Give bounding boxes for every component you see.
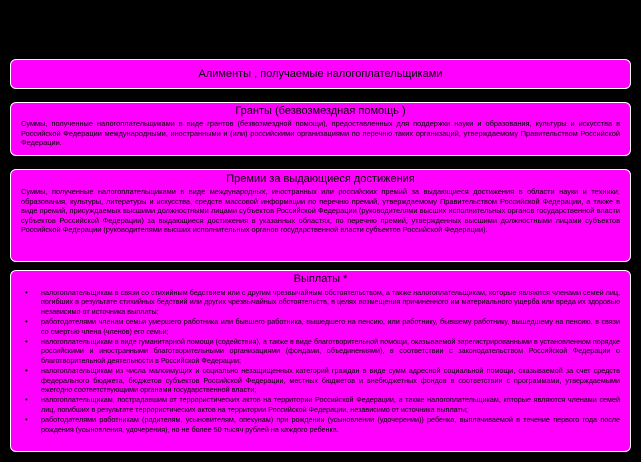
payment-text: налогоплательщикам в виде гуманитарной помощи (содействия), а также в виде благотворительной помощи, оказываемой зарегистрированными в установленном порядке российскими и иностранными благотворительными организациями (фондами, объединениями), в соответствии с законодательством Российской Федерации о благотворительной деятельности в Российской Федерации; bbox=[41, 337, 620, 365]
grants-text: Суммы, полученные налогоплательщиками в виде грантов (безвозмездной помощи), предоставленных для поддержки науки и образования, культуры и искусства в Российской Федерации международными, иностранными и (или) российскими организациями по перечню таких организаций, утверждаемому Правительством Российской Федерации. bbox=[21, 119, 620, 148]
payment-text: налогоплательщикам, пострадавшим от террористических актов на территории Российской Федерации, а также налогоплательщикам, которые являются членами семей лиц, погибших в результате террористических актов на территории Российской Федерации, независимо от источника выплаты; bbox=[41, 395, 620, 414]
payment-text: налогоплательщикам из числа малоимущих и социально незащищенных категорий граждан в виде сумм адресной социальной помощи, оказываемой за счет средств федерального бюджета, бюджетов субъектов Российской Федерации, местных бюджетов и внебюджетных фондов в соответствии с программами, утверждаемыми ежегодно соответствующими органами государственной власти; bbox=[41, 366, 620, 395]
prizes-box bbox=[10, 169, 631, 262]
bullet-icon: • bbox=[25, 337, 28, 347]
payment-text: работодателями членам семьи умершего работника или бывшего работника, вышедшего на пенсию, или работнику, бывшему работнику, вышедшему на пенсию, в связи со смертью члена (членов) его семьи; bbox=[41, 317, 620, 336]
prizes-title: Премии за выдающиеся достижения bbox=[226, 173, 415, 185]
list-item bbox=[25, 366, 620, 395]
prizes-text: Суммы, полученные налогоплательщиками в виде международных, иностранных или российских премий за выдающиеся достижения в области науки и техники, образования, культуры, литературы и искусства, средств массовой информации по перечню премий, утверждаемому Правительством Российской Федерации, а также в виде премий, присуждаемых высшими должностными лицами субъектов Российской Федерации (руководителями высших исполнительных органов государственной власти субъектов Российской Федерации) за выдающиеся достижения в указанных областях, по перечню премий, утвержденных высшими должностными лицами субъектов Российской Федерации (руководителями высших исполнительных органов государственной власти субъектов Российской Федерации). bbox=[21, 187, 620, 235]
list-item bbox=[25, 415, 620, 434]
payment-text: работодателями работникам (родителям, усыновителям, опекунам) при рождении (усыновлении (удочерении)) ребенка, выплачиваемой в течение первого года после рождения (усыновления, удочерения), но не более 50 тысяч рублей на каждого ребенка. bbox=[41, 415, 620, 434]
list-item bbox=[25, 395, 620, 414]
payments-box bbox=[10, 270, 631, 452]
payments-title: Выплаты * bbox=[293, 273, 348, 285]
bullet-icon: • bbox=[25, 366, 28, 376]
payments-list bbox=[11, 288, 630, 434]
list-item bbox=[25, 317, 620, 336]
grants-title: Гранты (безвозмездная помощь ) bbox=[235, 105, 406, 117]
alimony-box bbox=[10, 59, 631, 89]
bullet-icon: • bbox=[25, 395, 28, 405]
alimony-title: Алименты , получаемые налогоплательщиками bbox=[198, 68, 443, 80]
grants-box bbox=[10, 102, 631, 156]
list-item bbox=[25, 337, 620, 365]
bullet-icon: • bbox=[25, 288, 28, 297]
list-item bbox=[25, 288, 620, 316]
bullet-icon: • bbox=[25, 415, 28, 425]
payment-text: налогоплательщикам в связи со стихийным бедствием или с другим чрезвычайным обстоятельством, а также налогоплательщикам, которые являются членами семей лиц, погибших в результате стихийных бедствий или других чрезвычайных обстоятельств, в целях возмещения причиненного им материального ущерба или вреда их здоровью независимо от источника выплаты; bbox=[41, 288, 620, 316]
bullet-icon: • bbox=[25, 317, 28, 327]
